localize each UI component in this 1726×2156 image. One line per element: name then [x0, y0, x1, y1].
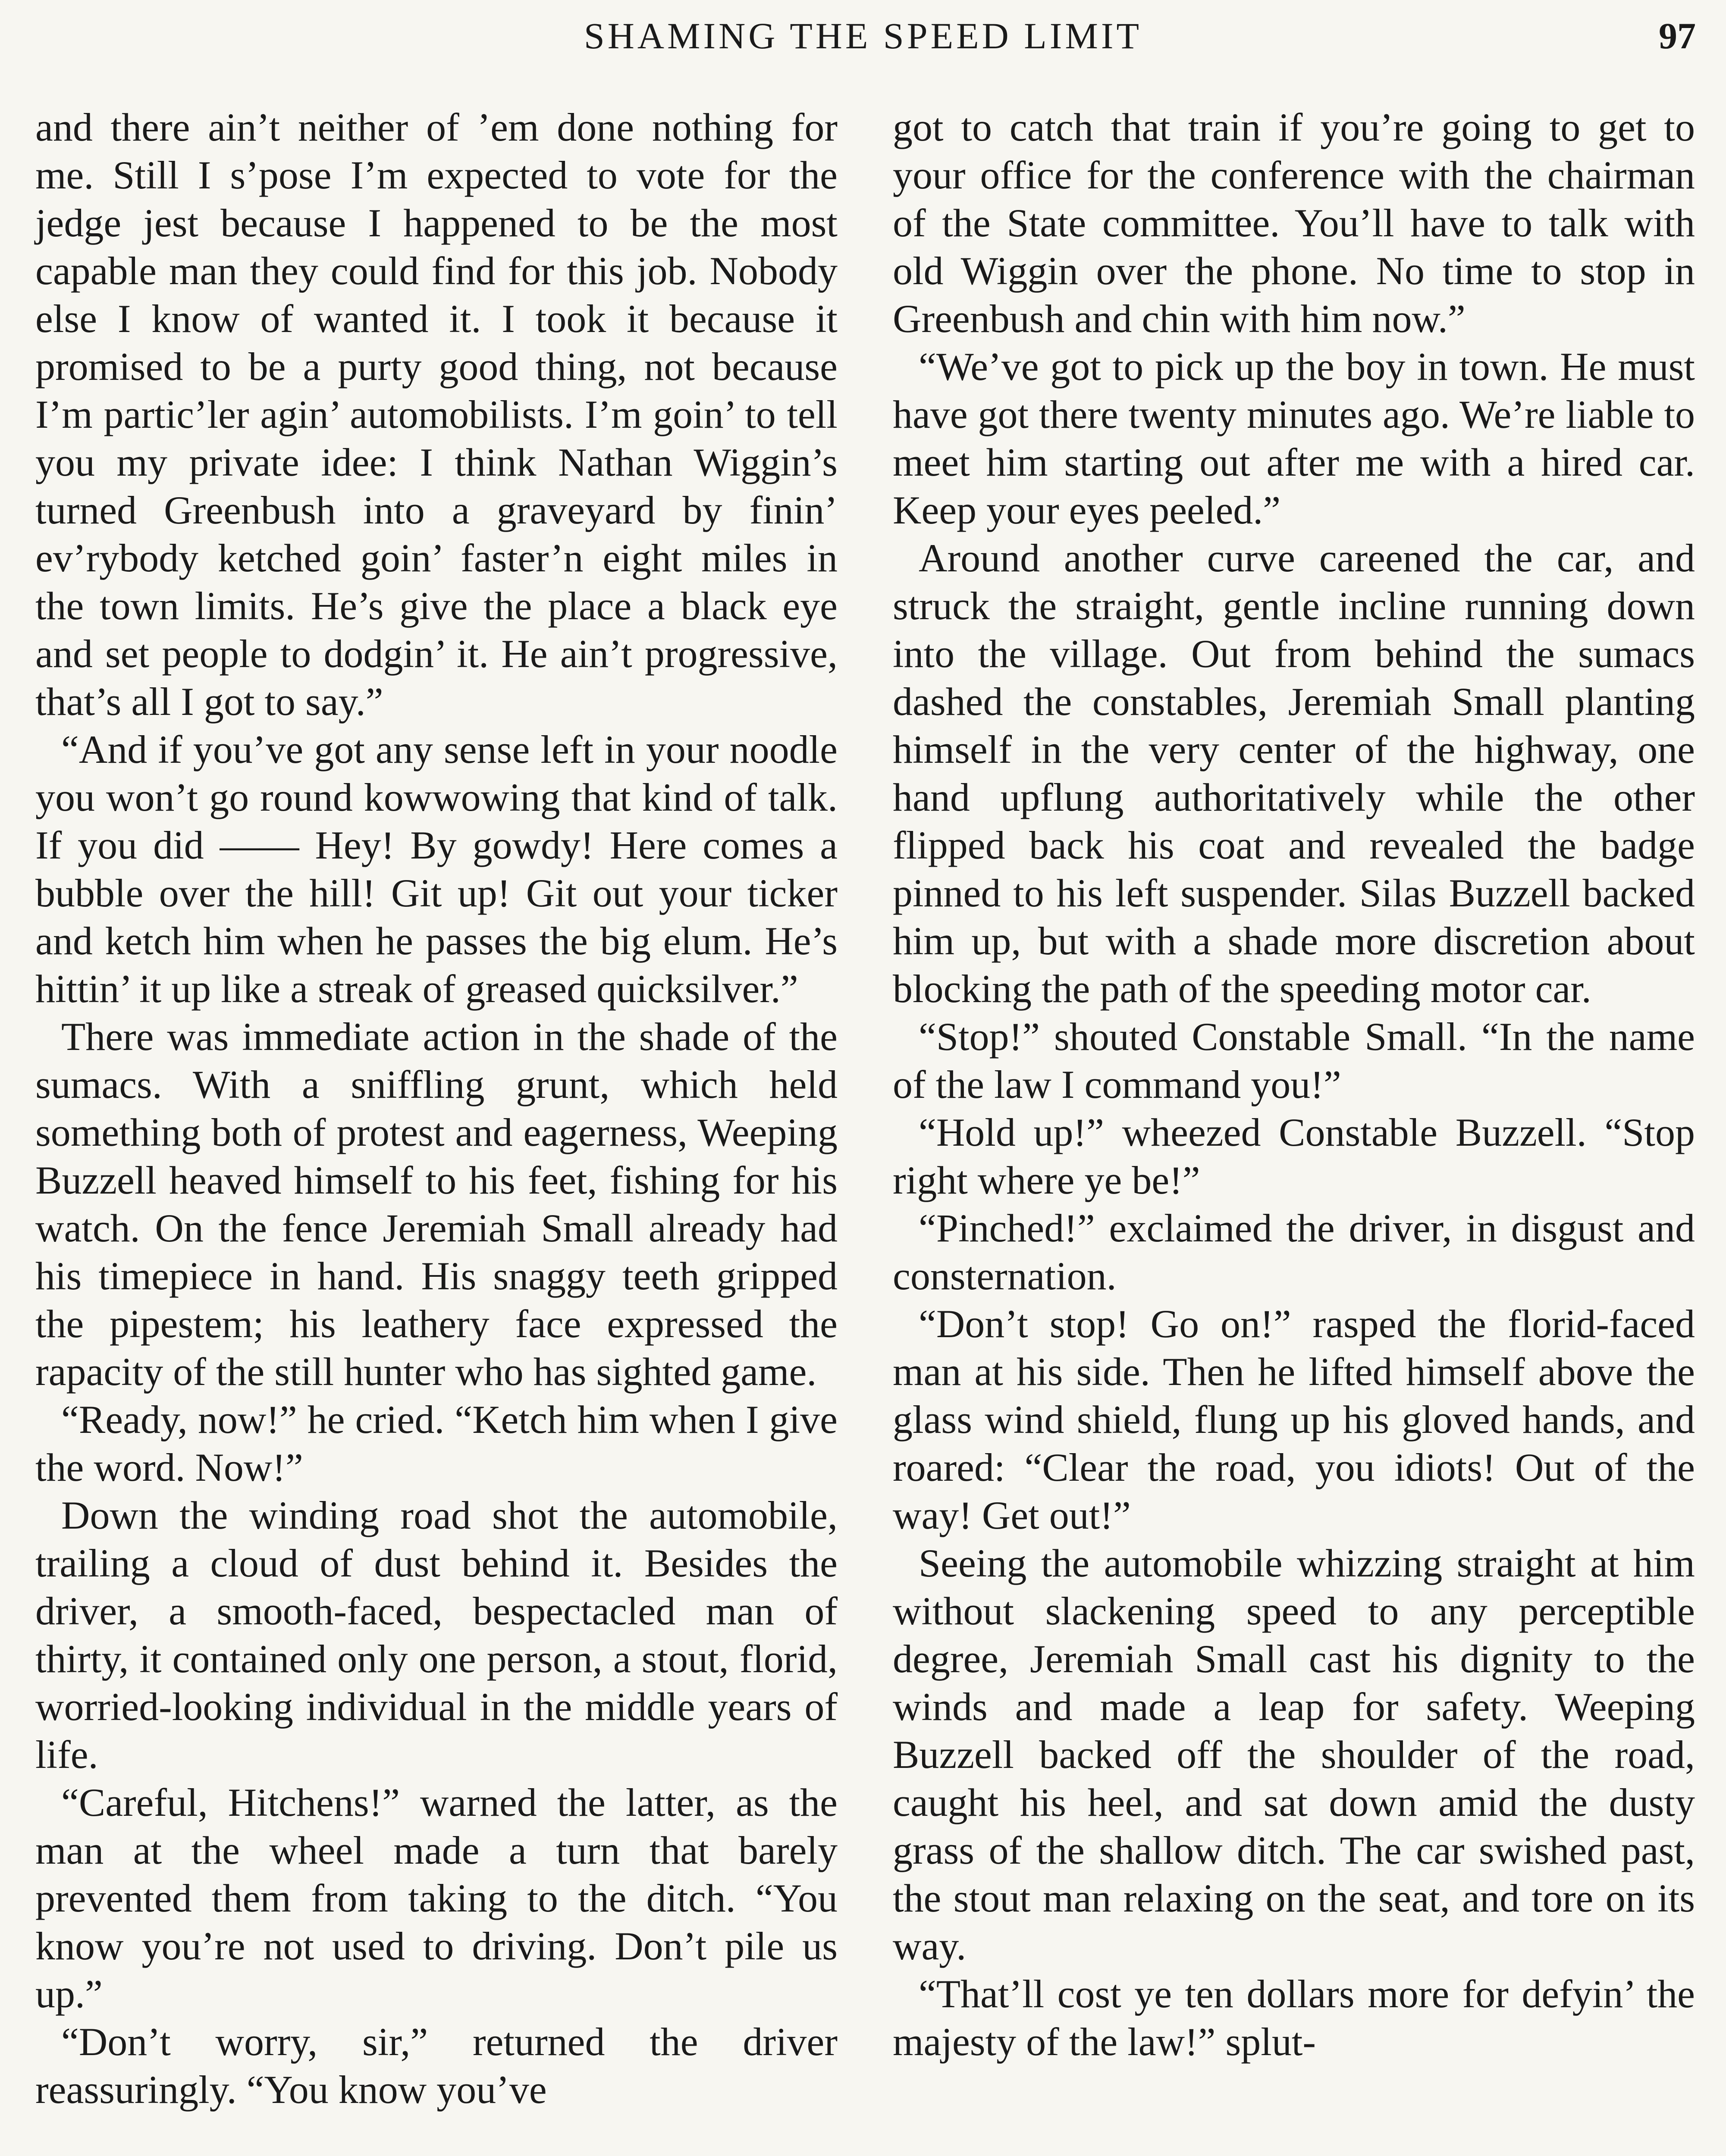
left-column	[35, 103, 838, 2156]
page-number: 97	[1659, 15, 1696, 56]
paragraph: got to catch that train if you’re going to get to your office for the conference with the chairman of the State committee. You’ll have to talk with old Wiggin over the phone. No time to stop in Greenbush and chin with him now.”	[893, 105, 1695, 341]
paragraph: “Don’t stop! Go on!” rasped the florid-faced man at his side. Then he lifted himself above the glass wind shield, flung up his gloved hands, and roared: “Clear the road, you idiots! Out of the way! Get out!”	[893, 1302, 1695, 1537]
paragraph: “Hold up!” wheezed Constable Buzzell. “Stop right where ye be!”	[893, 1110, 1695, 1202]
paragraph: “Pinched!” exclaimed the driver, in disgust and consternation.	[893, 1206, 1695, 1298]
paragraph: “And if you’ve got any sense left in your noodle you won’t go round kowwowing that kind of talk. If you did —— Hey! By gowdy! Here comes a bubble over the hill! Git up! Git out your ticker and ketch him when he passes the big elum. He’s hittin’ it up like a streak of greased quicksilver.”	[35, 727, 838, 1011]
running-head: SHAMING THE SPEED LIMIT	[584, 15, 1142, 56]
paragraph: “That’ll cost ye ten dollars more for defyin’ the majesty of the law!” splut-	[893, 1972, 1695, 2064]
paragraph: “Don’t worry, sir,” returned the driver reassuringly. “You know you’ve	[35, 2020, 838, 2112]
paragraph: and there ain’t neither of ’em done nothing for me. Still I s’pose I’m expected to vote for the jedge jest because I happened to be the most capable man they could find for this job. Nobody else I know of wanted it. I took it because it promised to be a purty good thing, not because I’m partic’ler agin’ automobilists. I’m goin’ to tell you my private idee: I think Nathan Wiggin’s turned Greenbush into a graveyard by finin’ ev’rybody ketched goin’ faster’n eight miles in the town limits. He’s give the place a black eye and set people to dodgin’ it. He ain’t progressive, that’s all I got to say.”	[35, 105, 838, 724]
page-header	[0, 8, 1726, 64]
paragraph: Around another curve careened the car, and struck the straight, gentle incline running down into the village. Out from behind the sumacs dashed the constables, Jeremiah Small planting himself in the very center of the highway, one hand upflung authoritatively while the other flipped back his coat and revealed the badge pinned to his left suspender. Silas Buzzell backed him up, but with a shade more discretion about blocking the path of the speeding motor car.	[893, 536, 1695, 1011]
right-column	[893, 103, 1695, 2156]
paragraph: Down the winding road shot the automobile, trailing a cloud of dust behind it. Besides the driver, a smooth-faced, bespectacled man of thirty, it contained only one person, a stout, florid, worried-looking individual in the middle years of life.	[35, 1493, 838, 1777]
paragraph: “Careful, Hitchens!” warned the latter, as the man at the wheel made a turn that barely prevented them from taking to the ditch. “You know you’re not used to driving. Don’t pile us up.”	[35, 1780, 838, 2016]
paragraph: There was immediate action in the shade of the sumacs. With a sniffling grunt, which held something both of protest and eagerness, Weeping Buzzell heaved himself to his feet, fishing for his watch. On the fence Jeremiah Small already had his timepiece in hand. His snaggy teeth gripped the pipestem; his leathery face expressed the rapacity of the still hunter who has sighted game.	[35, 1015, 838, 1394]
paragraph: “We’ve got to pick up the boy in town. He must have got there twenty minutes ago. We’re liable to meet him starting out after me with a hired car. Keep your eyes peeled.”	[893, 345, 1695, 532]
paragraph: “Stop!” shouted Constable Small. “In the name of the law I command you!”	[893, 1015, 1695, 1106]
paragraph: Seeing the automobile whizzing straight at him without slackening speed to any perceptible degree, Jeremiah Small cast his dignity to the winds and made a leap for safety. Weeping Buzzell backed off the shoulder of the road, caught his heel, and sat down amid the dusty grass of the shallow ditch. The car swished past, the stout man relaxing on the seat, and tore on its way.	[893, 1541, 1695, 1968]
paragraph: “Ready, now!” he cried. “Ketch him when I give the word. Now!”	[35, 1398, 838, 1489]
